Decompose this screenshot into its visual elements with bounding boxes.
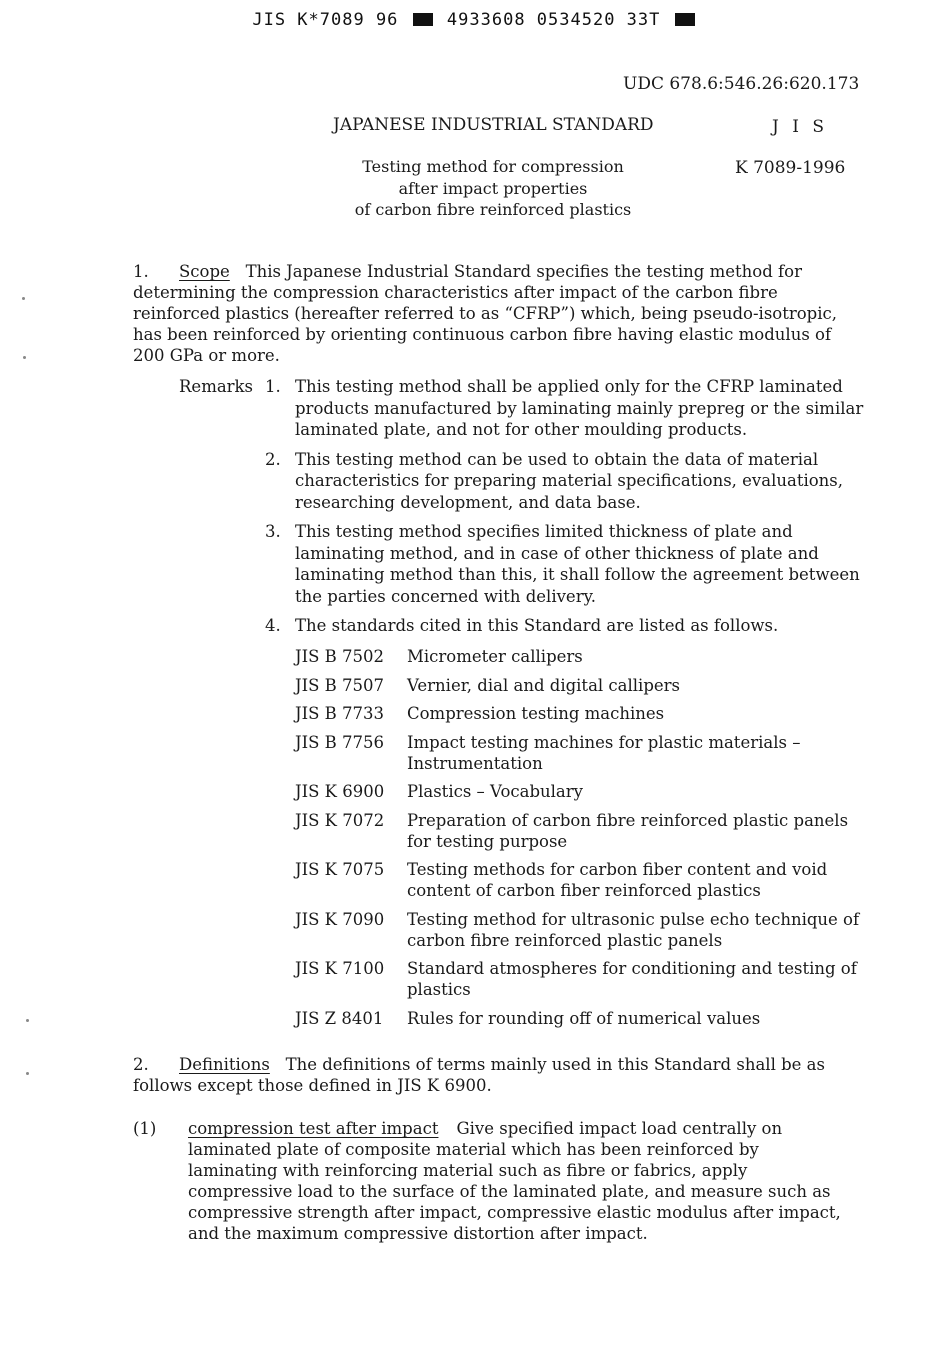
reference-code: JIS B 7502 bbox=[295, 647, 385, 666]
remarks-label: Remarks bbox=[179, 377, 254, 396]
remark-item bbox=[179, 615, 869, 637]
document-code-header bbox=[0, 10, 950, 30]
reference-row bbox=[295, 909, 865, 951]
definition-number: (1) bbox=[133, 1119, 157, 1138]
title-line: after impact properties bbox=[398, 178, 588, 198]
reference-row bbox=[295, 703, 865, 724]
reference-code: JIS K 6900 bbox=[295, 782, 385, 801]
section-scope bbox=[133, 261, 853, 366]
section-definitions bbox=[133, 1054, 853, 1096]
scan-speck bbox=[22, 297, 25, 300]
header-code-right: 4933608 0534520 33T bbox=[446, 10, 661, 30]
definition-term: compression test after impact bbox=[188, 1119, 439, 1138]
scan-speck bbox=[26, 1072, 29, 1075]
standard-number: K 7089-1996 bbox=[735, 158, 846, 178]
reference-code: JIS B 7756 bbox=[295, 732, 385, 752]
standard-name: JAPANESE INDUSTRIAL STANDARD bbox=[333, 115, 654, 135]
reference-row bbox=[295, 675, 865, 696]
title-line: of carbon fibre reinforced plastics bbox=[354, 200, 632, 219]
reference-code: JIS K 7072 bbox=[295, 810, 385, 830]
remark-number: 3. bbox=[265, 522, 281, 541]
reference-title: Plastics – Vocabulary bbox=[407, 782, 583, 801]
section-text: The definitions of terms mainly used in this Standard shall be as follows except those defined in JIS K 6900. bbox=[133, 1055, 825, 1095]
remarks-list bbox=[179, 376, 869, 645]
remark-number: 2. bbox=[265, 449, 281, 469]
definition-text: Give specified impact load centrally on laminated plate of composite material which has been reinforced by laminating with reinforcing material such as fibre or fabrics, apply compressive load to the surface of the laminated plate, and measure such as compressive strength after impact, compressive elastic modulus after impact, and the maximum compressive distortion after impact. bbox=[188, 1119, 841, 1243]
scan-speck bbox=[23, 356, 26, 359]
black-block-mark bbox=[675, 13, 695, 26]
reference-row bbox=[295, 810, 865, 852]
reference-code: JIS K 7075 bbox=[295, 860, 385, 879]
udc-number: UDC 678.6:546.26:620.173 bbox=[623, 74, 860, 94]
definition-item bbox=[133, 1118, 853, 1244]
reference-code: JIS Z 8401 bbox=[295, 1008, 384, 1028]
reference-code: JIS K 7090 bbox=[295, 909, 385, 929]
reference-title: Standard atmospheres for conditioning and testing of plastics bbox=[407, 959, 857, 999]
reference-code: JIS B 7733 bbox=[295, 704, 385, 723]
section-number: 1. bbox=[133, 262, 149, 281]
reference-row bbox=[295, 781, 865, 802]
reference-row bbox=[295, 646, 865, 667]
remark-item bbox=[179, 376, 869, 441]
remark-number: 1. bbox=[265, 377, 281, 396]
section-number: 2. bbox=[133, 1055, 149, 1074]
reference-code: JIS B 7507 bbox=[295, 675, 385, 695]
reference-list bbox=[295, 646, 865, 1036]
section-text: This Japanese Industrial Standard specifies the testing method for determining the compression characteristics after impact of the carbon fibre reinforced plastics (hereafter referred to as “CFRP”) which, being pseudo-isotropic, has been reinforced by orienting continuous carbon fibre having elastic modulus of 200 GPa or more. bbox=[133, 262, 838, 365]
remark-text: The standards cited in this Standard are listed as follows. bbox=[295, 616, 779, 635]
remark-item bbox=[179, 521, 869, 607]
document-title bbox=[335, 156, 651, 221]
remark-number: 4. bbox=[265, 616, 281, 635]
header-code-left: JIS K*7089 96 bbox=[252, 10, 399, 30]
definition-body bbox=[188, 1118, 853, 1244]
scan-speck bbox=[26, 1019, 29, 1022]
reference-title: Testing methods for carbon fiber content and void content of carbon fiber reinforced plastics bbox=[407, 860, 828, 900]
reference-title: Rules for rounding off of numerical values bbox=[407, 1008, 761, 1028]
reference-title: Compression testing machines bbox=[407, 704, 665, 723]
jis-label: J I S bbox=[772, 117, 828, 137]
reference-row bbox=[295, 958, 865, 1000]
title-line: Testing method for compression bbox=[362, 157, 624, 176]
reference-code: JIS K 7100 bbox=[295, 959, 385, 978]
black-block-mark bbox=[413, 13, 433, 26]
remark-text: This testing method shall be applied only for the CFRP laminated products manufactured by laminating mainly prepreg or the similar laminated plate, and not for other moulding products. bbox=[295, 377, 864, 439]
reference-title: Testing method for ultrasonic pulse echo technique of carbon fibre reinforced plastic panels bbox=[407, 909, 860, 950]
reference-row bbox=[295, 859, 865, 901]
section-heading: Definitions bbox=[179, 1055, 270, 1074]
reference-title: Vernier, dial and digital callipers bbox=[407, 675, 681, 695]
remark-text: This testing method can be used to obtain the data of material characteristics for preparing material specifications, evaluations, researching development, and data base. bbox=[295, 449, 844, 512]
remark-item bbox=[179, 449, 869, 514]
reference-title: Impact testing machines for plastic materials – Instrumentation bbox=[407, 732, 801, 773]
section-heading: Scope bbox=[179, 262, 230, 281]
reference-title: Preparation of carbon fibre reinforced plastic panels for testing purpose bbox=[407, 810, 849, 851]
reference-title: Micrometer callipers bbox=[407, 647, 583, 666]
reference-row bbox=[295, 732, 865, 774]
remark-text: This testing method specifies limited thickness of plate and laminating method, and in case of other thickness of plate and laminating method than this, it shall follow the agreement between the parties concerned with delivery. bbox=[295, 522, 860, 606]
reference-row bbox=[295, 1008, 865, 1029]
